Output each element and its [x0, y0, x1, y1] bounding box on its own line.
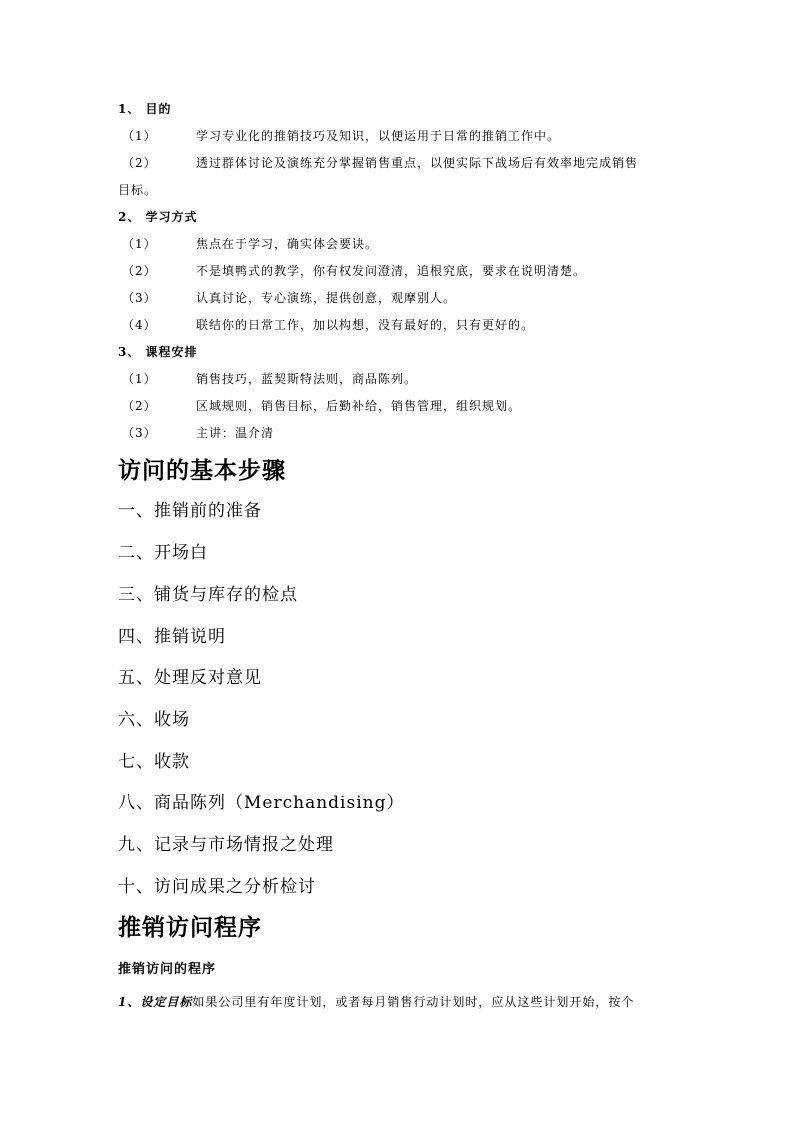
item-text: 不是填鸭式的教学，你有权发问澄清，追根究底，要求在说明清楚。 [196, 264, 587, 278]
item-number: （2） [122, 399, 157, 413]
step-item: 八、商品陈列（Merchandising） [118, 793, 405, 813]
item-text: 主讲：温介清 [196, 426, 275, 440]
step-item: 七、收款 [118, 752, 190, 772]
list-item [118, 316, 534, 333]
item-text: 联结你的日常工作，加以构想，没有最好的，只有更好的。 [196, 318, 535, 332]
step-item: 六、收场 [118, 710, 190, 730]
procedure-text: 如果公司里有年度计划，或者每月销售行动计划时，应从这些计划开始，按个 [192, 995, 635, 1009]
list-item [118, 424, 274, 441]
list-item [118, 262, 586, 279]
step-item: 十、访问成果之分析检讨 [118, 877, 316, 897]
item-text: 学习专业化的推销技巧及知识，以便运用于日常的推销工作中。 [196, 129, 561, 143]
list-item [118, 370, 417, 387]
item-number: （4） [122, 318, 157, 332]
list-item [118, 235, 378, 252]
procedure-subtitle: 推销访问的程序 [118, 962, 217, 977]
steps-title: 访问的基本步骤 [118, 457, 286, 484]
item-number: （1） [122, 237, 157, 251]
procedure-title: 推销访问程序 [118, 914, 262, 941]
item-continuation: 目标。 [118, 183, 158, 197]
item-number: （3） [122, 426, 157, 440]
item-number: （1） [122, 129, 157, 143]
step-item: 四、推销说明 [118, 627, 226, 647]
item-number: （3） [122, 291, 157, 305]
item-number: （2） [122, 156, 157, 170]
step-item: 二、开场白 [118, 543, 208, 563]
list-item [118, 154, 638, 171]
step-item: 五、处理反对意见 [118, 668, 262, 688]
item-text: 区域规则，销售目标，后勤补给，销售管理，组织规划。 [196, 399, 522, 413]
item-text: 焦点在于学习，确实体会要诀。 [196, 237, 379, 251]
step-item: 九、记录与市场情报之处理 [118, 835, 334, 855]
section-heading-schedule: 3、 课程安排 [118, 345, 198, 359]
step-item: 三、铺货与库存的检点 [118, 585, 298, 605]
list-item [118, 127, 560, 144]
list-item [118, 289, 456, 306]
step-item: 一、推销前的准备 [118, 501, 262, 521]
item-number: （2） [122, 264, 157, 278]
item-text: 透过群体讨论及演练充分掌握销售重点，以便实际下战场后有效率地完成销售 [196, 156, 639, 170]
section-heading-purpose: 1、 目的 [118, 102, 172, 116]
procedure-paragraph [118, 993, 634, 1010]
section-heading-method: 2、 学习方式 [118, 210, 198, 224]
item-text: 认真讨论，专心演练，提供创意，观摩别人。 [196, 291, 457, 305]
procedure-lead: 1、设定目标 [118, 995, 193, 1009]
list-item [118, 397, 521, 414]
item-text: 销售技巧，蓝契斯特法则，商品陈列。 [196, 372, 418, 386]
item-number: （1） [122, 372, 157, 386]
